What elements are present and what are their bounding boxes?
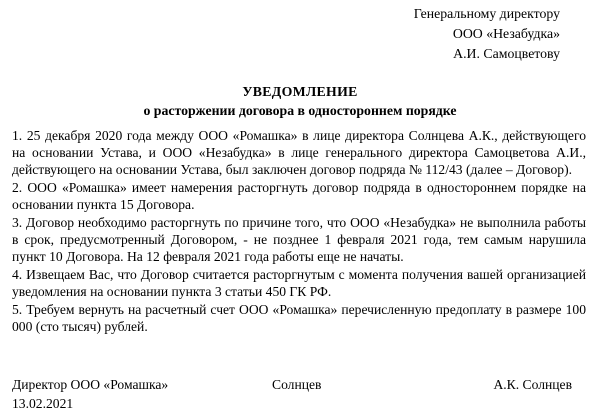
- addressee-name: А.И. Самоцветову: [453, 46, 560, 61]
- title-main: УВЕДОМЛЕНИЕ: [242, 84, 358, 99]
- notice-body: [12, 127, 586, 336]
- paragraph-1: 1. 25 декабря 2020 года между ООО «Ромашка» в лице директора Солнцева А.К., действующего на основании Устава, и ООО «Незабудка» в лице генерального директора Самоцветова А.И., действующего на основании Устава, был заключен договор подряда № 112/43 (далее – Договор).: [12, 128, 586, 177]
- document-title: [0, 82, 600, 120]
- title-subtitle: о расторжении договора в одностороннем порядке: [143, 103, 457, 118]
- paragraph-5: 5. Требуем вернуть на расчетный счет ООО «Ромашка» перечисленную предоплату в размере 100 000 (сто тысяч) рублей.: [12, 302, 586, 334]
- addressee-block: [414, 4, 560, 64]
- addressee-position: Генеральному директору: [413, 6, 560, 21]
- paragraph-3: 3. Договор необходимо расторгнуть по причине того, что ООО «Незабудка» не выполнила работы в срок, предусмотренный Договором, - не позднее 1 февраля 2021 года, тем самым нарушила пункт 10 Договора. На 12 февраля 2021 года работы еще не начаты.: [12, 215, 586, 264]
- addressee-company: ООО «Незабудка»: [452, 26, 560, 41]
- signer-position: Директор ООО «Ромашка»: [12, 377, 169, 392]
- paragraph-2: 2. ООО «Ромашка» имеет намерения расторгнуть договор подряда в одностороннем порядке на основании пункта 15 Договора.: [12, 180, 586, 212]
- paragraph-4: 4. Извещаем Вас, что Договор считается расторгнутым с момента получения вашей организацией уведомления на основании пункта 3 статьи 450 ГК РФ.: [12, 267, 586, 299]
- signer-signature: Солнцев: [272, 377, 322, 392]
- signer-name: А.К. Солнцев: [493, 377, 572, 392]
- document-date: 13.02.2021: [12, 396, 74, 411]
- signature-row: [12, 376, 586, 393]
